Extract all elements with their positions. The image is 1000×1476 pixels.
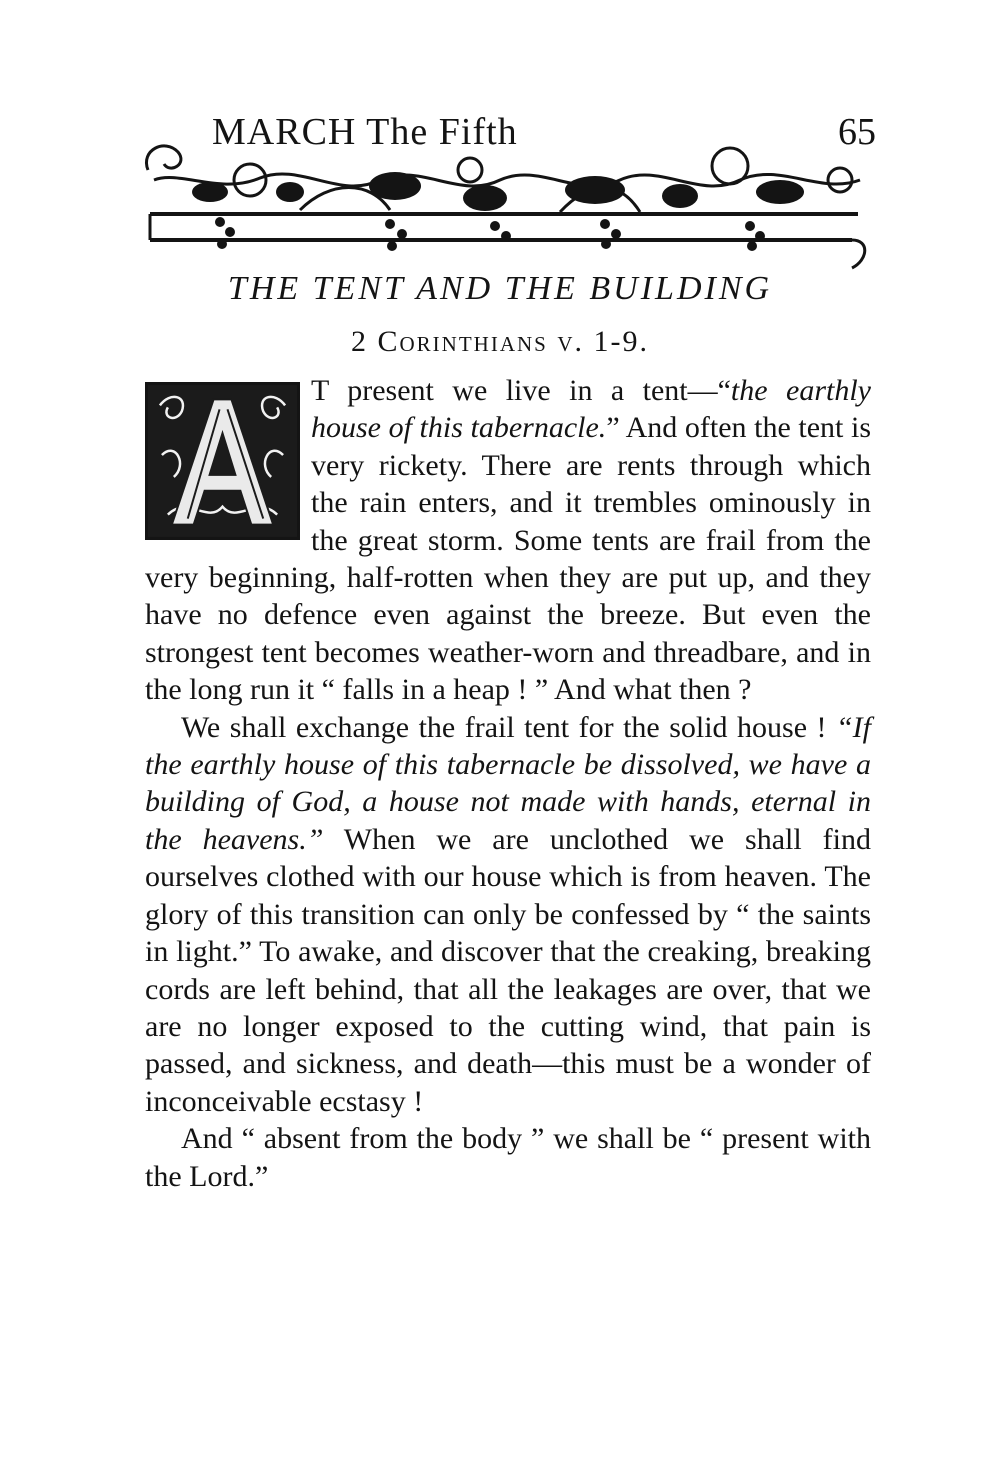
- paragraph-2-start: We shall exchange the frail tent for the solid house !: [181, 710, 836, 744]
- scripture-reference: 2 Corinthians v. 1-9.: [351, 325, 649, 358]
- paragraph-2: [145, 709, 871, 1120]
- paragraph-1-start: present we live in a tent—“: [328, 374, 731, 407]
- running-head: MARCH The Fifth: [212, 111, 518, 153]
- chapter-title: THE TENT AND THE BUILDING: [227, 270, 773, 307]
- page-number: 65: [838, 111, 876, 153]
- vine-ornament-banner: [140, 140, 875, 270]
- paragraph-1-rest: ” And often the tent is very rickety. There are rents through which the rain enters, and it trembles ominously in the great storm. Some tents are frail from the very beginning, half-rotten when they are put up, and they have no defence even against the breeze. But even the strongest tent becomes weather-worn and threadbare, and in the long run it “ falls in a heap ! ” And what then ?: [145, 411, 871, 707]
- paragraph-2-rest: When we are unclothed we shall find ourselves clothed with our house which is from heaven. The glory of this transition can only be confessed by “ the saints in light.” To awake, and discover that the creaking, breaking cords are left behind, that all the leakages are over, that we are no longer exposed to the cutting wind, that pain is passed, and sickness, and death—this must be a wonder of inconceivable ecstasy !: [145, 822, 871, 1118]
- body-text: [145, 372, 871, 1195]
- paragraph-1-intro-letter: T: [311, 374, 329, 407]
- paragraph-3: And “ absent from the body ” we shall be “ present with the Lord.”: [145, 1122, 871, 1193]
- paragraph-1-quote: the earthly house of this tabernacle.: [311, 374, 871, 445]
- paragraph-2-quote: “If the earthly house of this tabernacle be dissolved, we have a building of God, a house not made with hands, eternal in the heavens.”: [145, 710, 871, 856]
